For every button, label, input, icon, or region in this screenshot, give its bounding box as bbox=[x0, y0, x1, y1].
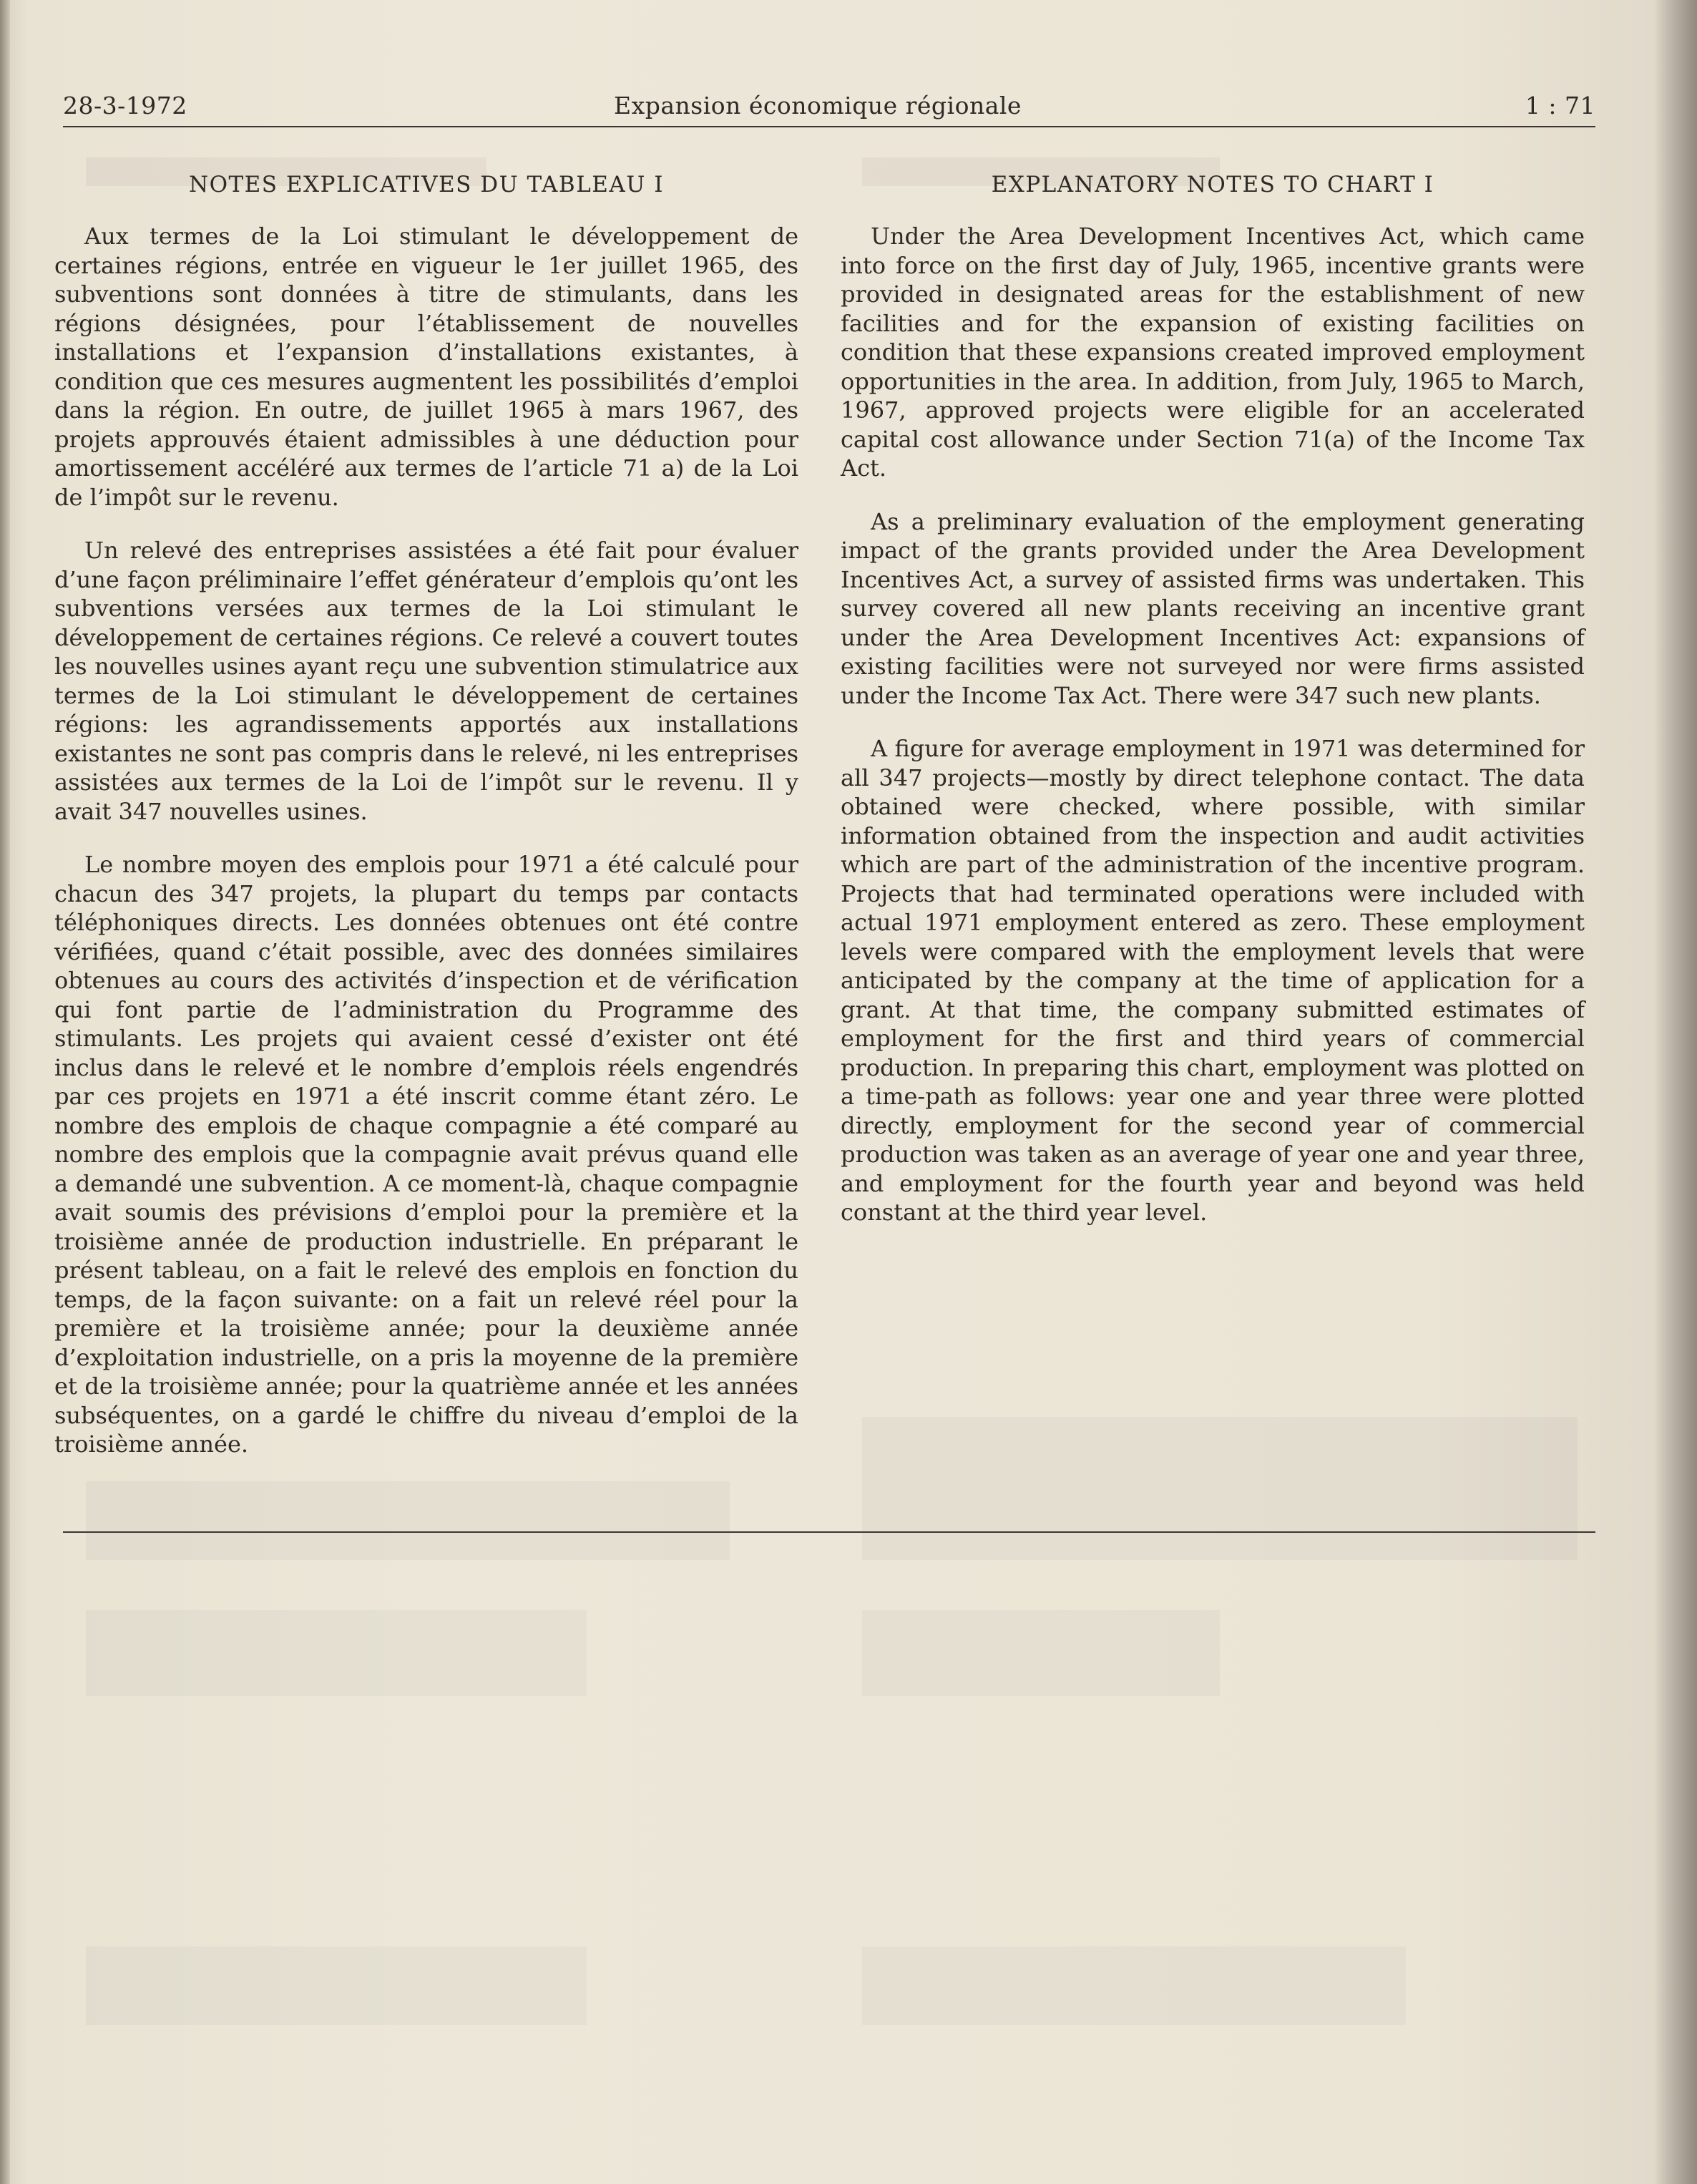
french-paragraph: Le nombre moyen des emplois pour 1971 a été calculé pour chacun des 347 projets, la plupart du temps par contacts téléphoniques directs. Les données obtenues ont été contre vérifiées, quand c’était possible, avec des données similaires obtenues au cours des activités d’inspection et de vérification qui font partie de l’administration du Programme des stimulants. Les projets qui avaient cessé d’exister ont été inclus dans le relevé et le nombre d’emplois réels engendrés par ces projets en 1971 a été inscrit comme étant zéro. Le nombre des emplois de chaque compagnie a été comparé au nombre des emplois que la compagnie avait prévus quand elle a demandé une subvention. A ce moment-là, chaque compagnie avait soumis des prévisions d’emploi pour la première et la troisième année de production industrielle. En préparant le présent tableau, on a fait le relevé des emplois en fonction du temps, de la façon suivante: on a fait un relevé réel pour la première et la troisième année; pour la deuxième année d’exploitation industrielle, on a pris la moyenne de la première et de la troisième année; pour la quatrième année et les années subséquentes, on a gardé le chiffre du niveau d’emploi de la troisième année. bbox=[54, 851, 798, 1458]
french-heading: NOTES EXPLICATIVES DU TABLEAU I bbox=[188, 172, 665, 198]
show-through-block bbox=[862, 1610, 1220, 1696]
show-through-block bbox=[86, 1946, 587, 2025]
header-page-number: 1 : 71 bbox=[1525, 92, 1595, 120]
footer-rule bbox=[63, 1531, 1595, 1533]
french-paragraph: Aux termes de la Loi stimulant le développement de certaines régions, entrée en vigueur le 1er juillet 1965, des subventions sont données à titre de stimulants, dans les régions désignées, pour l’établissement de nouvelles installations et l’expansion d’installations existantes, à condition que ces mesures augmentent les possibilités d’emploi dans la région. En outre, de juillet 1965 à mars 1967, des projets approuvés étaient admissibles à une déduction pour amortissement accéléré aux termes de l’article 71 a) de la Loi de l’impôt sur le revenu. bbox=[54, 223, 798, 511]
show-through-block bbox=[86, 1481, 730, 1560]
header-rule bbox=[63, 126, 1595, 127]
english-paragraph: As a preliminary evaluation of the employment generating impact of the grants provided under the Area Development Incentives Act, a survey of assisted firms was undertaken. This survey covered all new plants receiving an incentive grant under the Area Development Incentives Act: expansions of existing facilities were not surveyed nor were firms assisted under the Income Tax Act. There were 347 such new plants. bbox=[841, 507, 1585, 709]
english-paragraph: A figure for average employment in 1971 was determined for all 347 projects—mostly by direct telephone contact. The data obtained were checked, where possible, with similar information obtained from the inspection and audit activities which are part of the administration of the incentive program. Projects that had terminated operations were included with actual 1971 employment entered as zero. These employment levels were compared with the employment levels that were anticipated by the company at the time of application for a grant. At that time, the company submitted estimates of employment for the first and third years of commercial production. In preparing this chart, employment was plotted on a time-path as follows: year one and year three were plotted directly, employment for the second year of commercial production was taken as an average of year one and year three, and employment for the fourth year and beyond was held constant at the third year level. bbox=[841, 735, 1585, 1226]
show-through-block bbox=[86, 1610, 587, 1696]
english-paragraph: Under the Area Development Incentives Act, which came into force on the first day of July, 1965, incentive grants were provided in designated areas for the establishment of new facilities and for the expansion of existing facilities on condition that these expansions created improved employment opportunities in the area. In addition, from July, 1965 to March, 1967, approved projects were eligible for an accelerated capital cost allowance under Section 71(a) of the Income Tax Act. bbox=[841, 223, 1585, 482]
page-binding-shadow bbox=[1654, 0, 1697, 2184]
english-column bbox=[841, 172, 1585, 1252]
show-through-block bbox=[862, 1417, 1578, 1560]
page-left-edge bbox=[0, 0, 10, 2184]
show-through-block bbox=[862, 1946, 1406, 2025]
header-date: 28-3-1972 bbox=[63, 92, 187, 120]
french-paragraph: Un relevé des entreprises assistées a été fait pour évaluer d’une façon préliminaire l’effet générateur d’emplois qu’ont les subventions versées aux termes de la Loi stimulant le développement de certaines régions. Ce relevé a couvert toutes les nouvelles usines ayant reçu une subvention stimulatrice aux termes de la Loi stimulant le développement de certaines régions: les agrandissements apportés aux installations existantes ne sont pas compris dans le relevé, ni les entreprises assistées aux termes de la Loi de l’impôt sur le revenu. Il y avait 347 nouvelles usines. bbox=[54, 537, 798, 825]
french-column bbox=[54, 172, 798, 1483]
header-title: Expansion économique régionale bbox=[614, 92, 1022, 120]
english-heading: EXPLANATORY NOTES TO CHART I bbox=[991, 172, 1434, 198]
running-head bbox=[63, 92, 1595, 126]
